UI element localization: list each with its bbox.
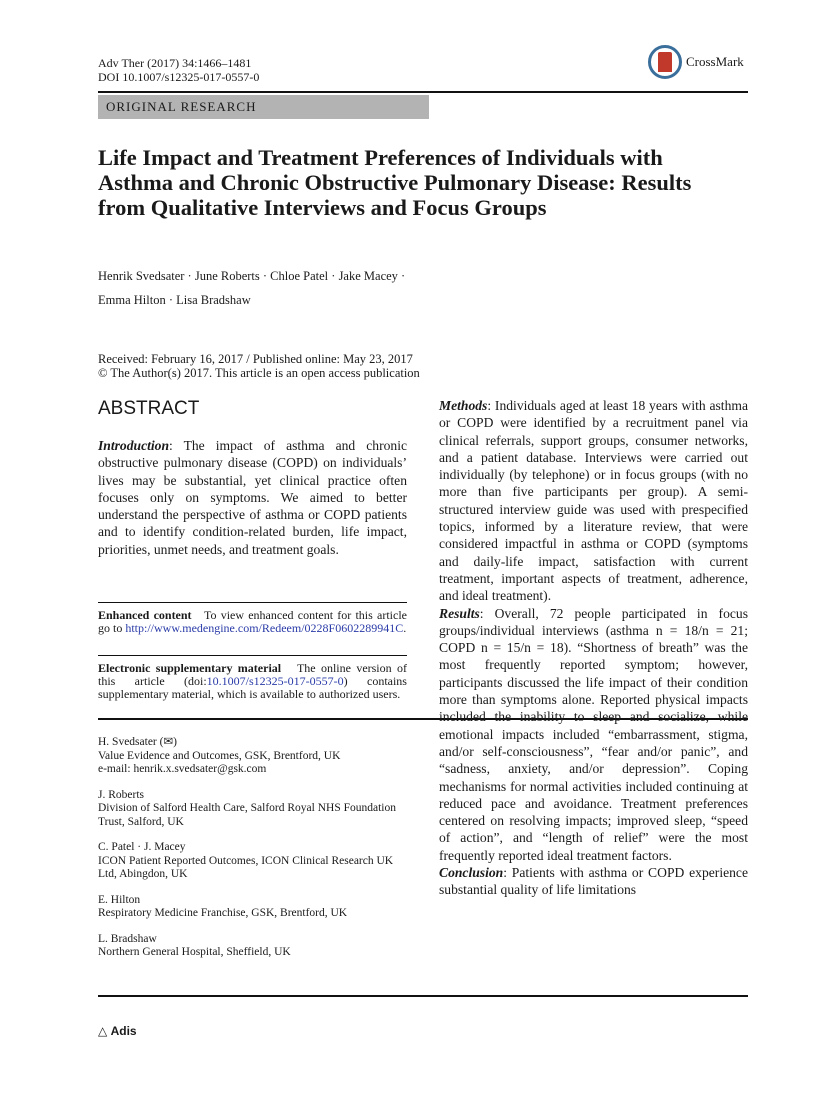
doi: DOI 10.1007/s12325-017-0557-0: [98, 70, 260, 84]
affiliation: [98, 933, 407, 960]
affiliation: [98, 841, 407, 882]
header-rule: [98, 91, 748, 93]
conclusion-text: : Patients with asthma or COPD experience substantial quality of life limitations: [439, 865, 748, 898]
affiliation-name: C. Patel · J. Macey: [98, 841, 186, 853]
publisher-logo: [98, 1024, 137, 1038]
enhanced-content-box: [98, 602, 407, 635]
affiliation: [98, 736, 407, 777]
results-text: : Overall, 72 people participated in focus groups/individual interviews (asthma n = 18/n = 21; COPD n = 15/n = 18). “Shortness of breath” was the most frequently reported symptom; however, participants discussed the life impact of their condition more than symptoms alone. Reported physical impacts included the inability to sleep and socialize, while emotional impacts included “embarrassment, stigma, and/or self-consciousness”, “fear and/or panic”, and “sadness, anxiety, and/or depression”. Coping mechanisms for normal activities included continuing at reduced pace and avoidance. Treatment preferences centered on resolving impacts; improved sleep, “speed of action”, and “length of relief” were the most frequently reported ideal treatment factors.: [439, 605, 748, 863]
affiliation-name: E. Hilton: [98, 893, 141, 906]
intro-label: Introduction: [98, 438, 170, 453]
affiliation-text: Respiratory Medicine Franchise, GSK, Brentford, UK: [98, 907, 348, 919]
citation: Adv Ther (2017) 34:1466–1481: [98, 56, 252, 70]
crossmark-label: CrossMark: [686, 54, 744, 69]
publisher-name: Adis: [110, 1024, 137, 1038]
authors-line: Henrik Svedsater · June Roberts · Chloe Patel · Jake Macey ·: [98, 269, 406, 283]
affiliations: [98, 736, 407, 972]
methods-text: : Individuals aged at least 18 years with asthma or COPD were identified by a recruitment panel via clinical referrals, support groups, consumer networks, and a patient database. Interviews were carried out individually (by telephone) or in focus groups (with no more than five participants per group). A semi-structured interview guide was used with prespecified topics, informed by a literature review, that were considered impactful in asthma or COPD (symptoms and daily-life impact, satisfaction with current treatment, important aspects of treatment, adherence, and ideal treatment).: [439, 398, 748, 604]
affiliation-name: J. Roberts: [98, 788, 144, 801]
supplementary-doi-link[interactable]: 10.1007/s12325-017-0557-0: [206, 674, 344, 688]
abstract-introduction: [98, 437, 407, 558]
license: © The Author(s) 2017. This article is an open access publication: [98, 366, 420, 380]
supplementary-label: Electronic supplementary material: [98, 661, 282, 675]
footer-rule: [98, 995, 748, 997]
affiliation-text: Northern General Hospital, Sheffield, UK: [98, 946, 291, 958]
abstract-conclusion: [439, 864, 748, 899]
adis-triangle-icon: △: [98, 1024, 108, 1038]
authors-line: Emma Hilton · Lisa Bradshaw: [98, 293, 251, 307]
abstract-right-column: [439, 397, 748, 899]
intro-text: : The impact of asthma and chronic obstructive pulmonary disease (COPD) on individuals’ lives may be substantial, yet clinical practice often focuses only on symptoms. We aimed to better understand the perspective of asthma or COPD patients and to identify condition-related burden, life impact, priorities, unmet needs, and treatment goals.: [98, 438, 407, 557]
abstract-methods: [439, 397, 748, 605]
abstract-results: [439, 605, 748, 864]
affiliation: [98, 894, 407, 921]
affiliation-text: Division of Salford Health Care, Salford Royal NHS Foundation Trust, Salford, UK: [98, 802, 397, 828]
enhanced-link[interactable]: http://www.medengine.com/Redeem/0228F0602289941C: [125, 621, 404, 635]
enhanced-label: Enhanced content: [98, 608, 192, 622]
methods-label: Methods: [439, 398, 488, 413]
enhanced-text: To view enhanced content for this article go to: [98, 608, 407, 635]
enhanced-end: .: [403, 621, 407, 635]
authors: [98, 264, 498, 312]
affiliation-text: Value Evidence and Outcomes, GSK, Brentford, UK: [98, 749, 341, 762]
abstract-heading: ABSTRACT: [98, 398, 200, 419]
supplementary-text: The online version of this article (doi:: [98, 661, 407, 688]
email-link[interactable]: e-mail: henrik.x.svedsater@gsk.com: [98, 763, 267, 775]
publication-dates: [98, 352, 420, 380]
article-title: Life Impact and Treatment Preferences of Individuals with Asthma and Chronic Obstructive Pulmonary Disease: Results from Qualitative Interviews and Focus Groups: [98, 145, 692, 220]
conclusion-label: Conclusion: [439, 865, 504, 881]
section-banner: ORIGINAL RESEARCH: [98, 95, 429, 119]
crossmark-icon: [648, 45, 682, 79]
affiliation: [98, 789, 407, 830]
dates: Received: February 16, 2017 / Published online: May 23, 2017: [98, 352, 413, 366]
affiliation-name: L. Bradshaw: [98, 932, 157, 945]
crossmark-badge[interactable]: [648, 45, 744, 79]
affiliation-name: H. Svedsater (✉): [98, 736, 177, 748]
journal-citation: [98, 56, 259, 84]
supplementary-box: [98, 655, 407, 701]
supplementary-text: ) contains supplementary material, which is available to authorized users.: [98, 674, 407, 701]
affiliation-text: ICON Patient Reported Outcomes, ICON Clinical Research UK Ltd, Abingdon, UK: [98, 854, 394, 880]
results-label: Results: [439, 605, 480, 621]
